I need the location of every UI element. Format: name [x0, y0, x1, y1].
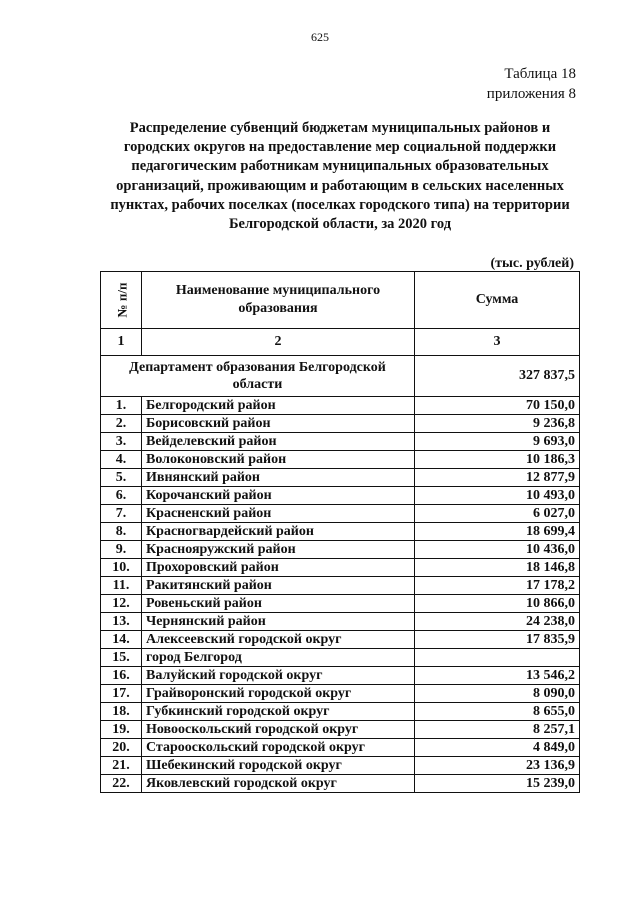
row-sum: 12 877,9	[415, 469, 580, 487]
row-number: 15.	[101, 649, 142, 667]
table-row	[101, 649, 580, 667]
row-number: 5.	[101, 469, 142, 487]
row-name: Яковлевский городской округ	[142, 775, 415, 793]
column-index-1: 1	[101, 329, 142, 356]
row-number: 4.	[101, 451, 142, 469]
table-row	[101, 703, 580, 721]
row-number: 12.	[101, 595, 142, 613]
appendix-reference	[487, 64, 576, 104]
row-number: 7.	[101, 505, 142, 523]
row-name: Грайворонский городской округ	[142, 685, 415, 703]
header-num: № п/п	[101, 272, 142, 329]
page-number: 625	[311, 30, 329, 44]
table-row	[101, 685, 580, 703]
row-sum: 8 090,0	[415, 685, 580, 703]
column-index-3: 3	[415, 329, 580, 356]
appendix-table-label: Таблица 18	[504, 66, 576, 82]
row-name: Белгородский район	[142, 397, 415, 415]
row-sum: 13 546,2	[415, 667, 580, 685]
row-name: Шебекинский городской округ	[142, 757, 415, 775]
row-name: Волоконовский район	[142, 451, 415, 469]
table-row	[101, 577, 580, 595]
row-sum: 10 186,3	[415, 451, 580, 469]
header-sum: Сумма	[415, 272, 580, 329]
row-name: Ровеньский район	[142, 595, 415, 613]
row-name: Прохоровский район	[142, 559, 415, 577]
table-row	[101, 397, 580, 415]
row-sum: 4 849,0	[415, 739, 580, 757]
row-number: 10.	[101, 559, 142, 577]
table-row	[101, 595, 580, 613]
row-number: 2.	[101, 415, 142, 433]
row-number: 17.	[101, 685, 142, 703]
row-number: 18.	[101, 703, 142, 721]
row-name: Губкинский городской округ	[142, 703, 415, 721]
appendix-annex-label: приложения 8	[486, 86, 576, 102]
row-number: 14.	[101, 631, 142, 649]
row-name: Красногвардейский район	[142, 523, 415, 541]
table-row	[101, 487, 580, 505]
column-index-2: 2	[142, 329, 415, 356]
row-sum: 10 493,0	[415, 487, 580, 505]
department-row	[101, 356, 580, 397]
table-row	[101, 433, 580, 451]
row-number: 9.	[101, 541, 142, 559]
row-number: 1.	[101, 397, 142, 415]
row-name: Красненский район	[142, 505, 415, 523]
row-name: Валуйский городской округ	[142, 667, 415, 685]
row-name: город Белгород	[142, 649, 415, 667]
row-name: Старооскольский городской округ	[142, 739, 415, 757]
table-row	[101, 451, 580, 469]
row-sum: 15 239,0	[415, 775, 580, 793]
row-sum: 8 257,1	[415, 721, 580, 739]
row-sum: 6 027,0	[415, 505, 580, 523]
row-sum: 18 699,4	[415, 523, 580, 541]
row-number: 19.	[101, 721, 142, 739]
row-sum: 17 835,9	[415, 631, 580, 649]
row-sum: 9 236,8	[415, 415, 580, 433]
row-number: 3.	[101, 433, 142, 451]
table-row	[101, 739, 580, 757]
header-name: Наименование муниципального образования	[142, 272, 415, 329]
table-row	[101, 721, 580, 739]
table-row	[101, 559, 580, 577]
row-name: Краснояружский район	[142, 541, 415, 559]
department-name: Департамент образования Белгородской области	[101, 356, 415, 397]
table-row	[101, 631, 580, 649]
row-sum	[415, 649, 580, 667]
row-name: Ракитянский район	[142, 577, 415, 595]
subsidies-table	[100, 271, 580, 793]
row-name: Новооскольский городской округ	[142, 721, 415, 739]
row-sum: 24 238,0	[415, 613, 580, 631]
row-name: Алексеевский городской округ	[142, 631, 415, 649]
row-name: Ивнянский район	[142, 469, 415, 487]
row-number: 20.	[101, 739, 142, 757]
table-row	[101, 613, 580, 631]
row-sum: 8 655,0	[415, 703, 580, 721]
row-number: 13.	[101, 613, 142, 631]
table-row	[101, 541, 580, 559]
row-name: Корочанский район	[142, 487, 415, 505]
column-index-row	[101, 329, 580, 356]
row-number: 8.	[101, 523, 142, 541]
row-name: Вейделевский район	[142, 433, 415, 451]
row-sum: 23 136,9	[415, 757, 580, 775]
row-number: 21.	[101, 757, 142, 775]
table-row	[101, 775, 580, 793]
row-number: 11.	[101, 577, 142, 595]
row-sum: 17 178,2	[415, 577, 580, 595]
row-name: Борисовский район	[142, 415, 415, 433]
table-row	[101, 523, 580, 541]
row-sum: 18 146,8	[415, 559, 580, 577]
row-sum: 9 693,0	[415, 433, 580, 451]
table-row	[101, 469, 580, 487]
table-row	[101, 757, 580, 775]
department-sum: 327 837,5	[415, 356, 580, 397]
table-row	[101, 415, 580, 433]
row-number: 22.	[101, 775, 142, 793]
row-sum: 70 150,0	[415, 397, 580, 415]
row-number: 16.	[101, 667, 142, 685]
row-name: Чернянский район	[142, 613, 415, 631]
row-sum: 10 436,0	[415, 541, 580, 559]
table-header-row	[101, 272, 580, 329]
row-number: 6.	[101, 487, 142, 505]
row-sum: 10 866,0	[415, 595, 580, 613]
table-row	[101, 667, 580, 685]
units-label: (тыс. рублей)	[490, 256, 574, 271]
table-row	[101, 505, 580, 523]
document-title: Распределение субвенций бюджетам муниципальных районов и городских округов на предоставление мер социальной поддержки педагогическим работникам муниципальных образовательных организаций, проживающим и работающим в сельских населенных пунктах, рабочих поселках (поселках городского типа) на территории Белгородской области, за 2020 год	[110, 120, 570, 233]
